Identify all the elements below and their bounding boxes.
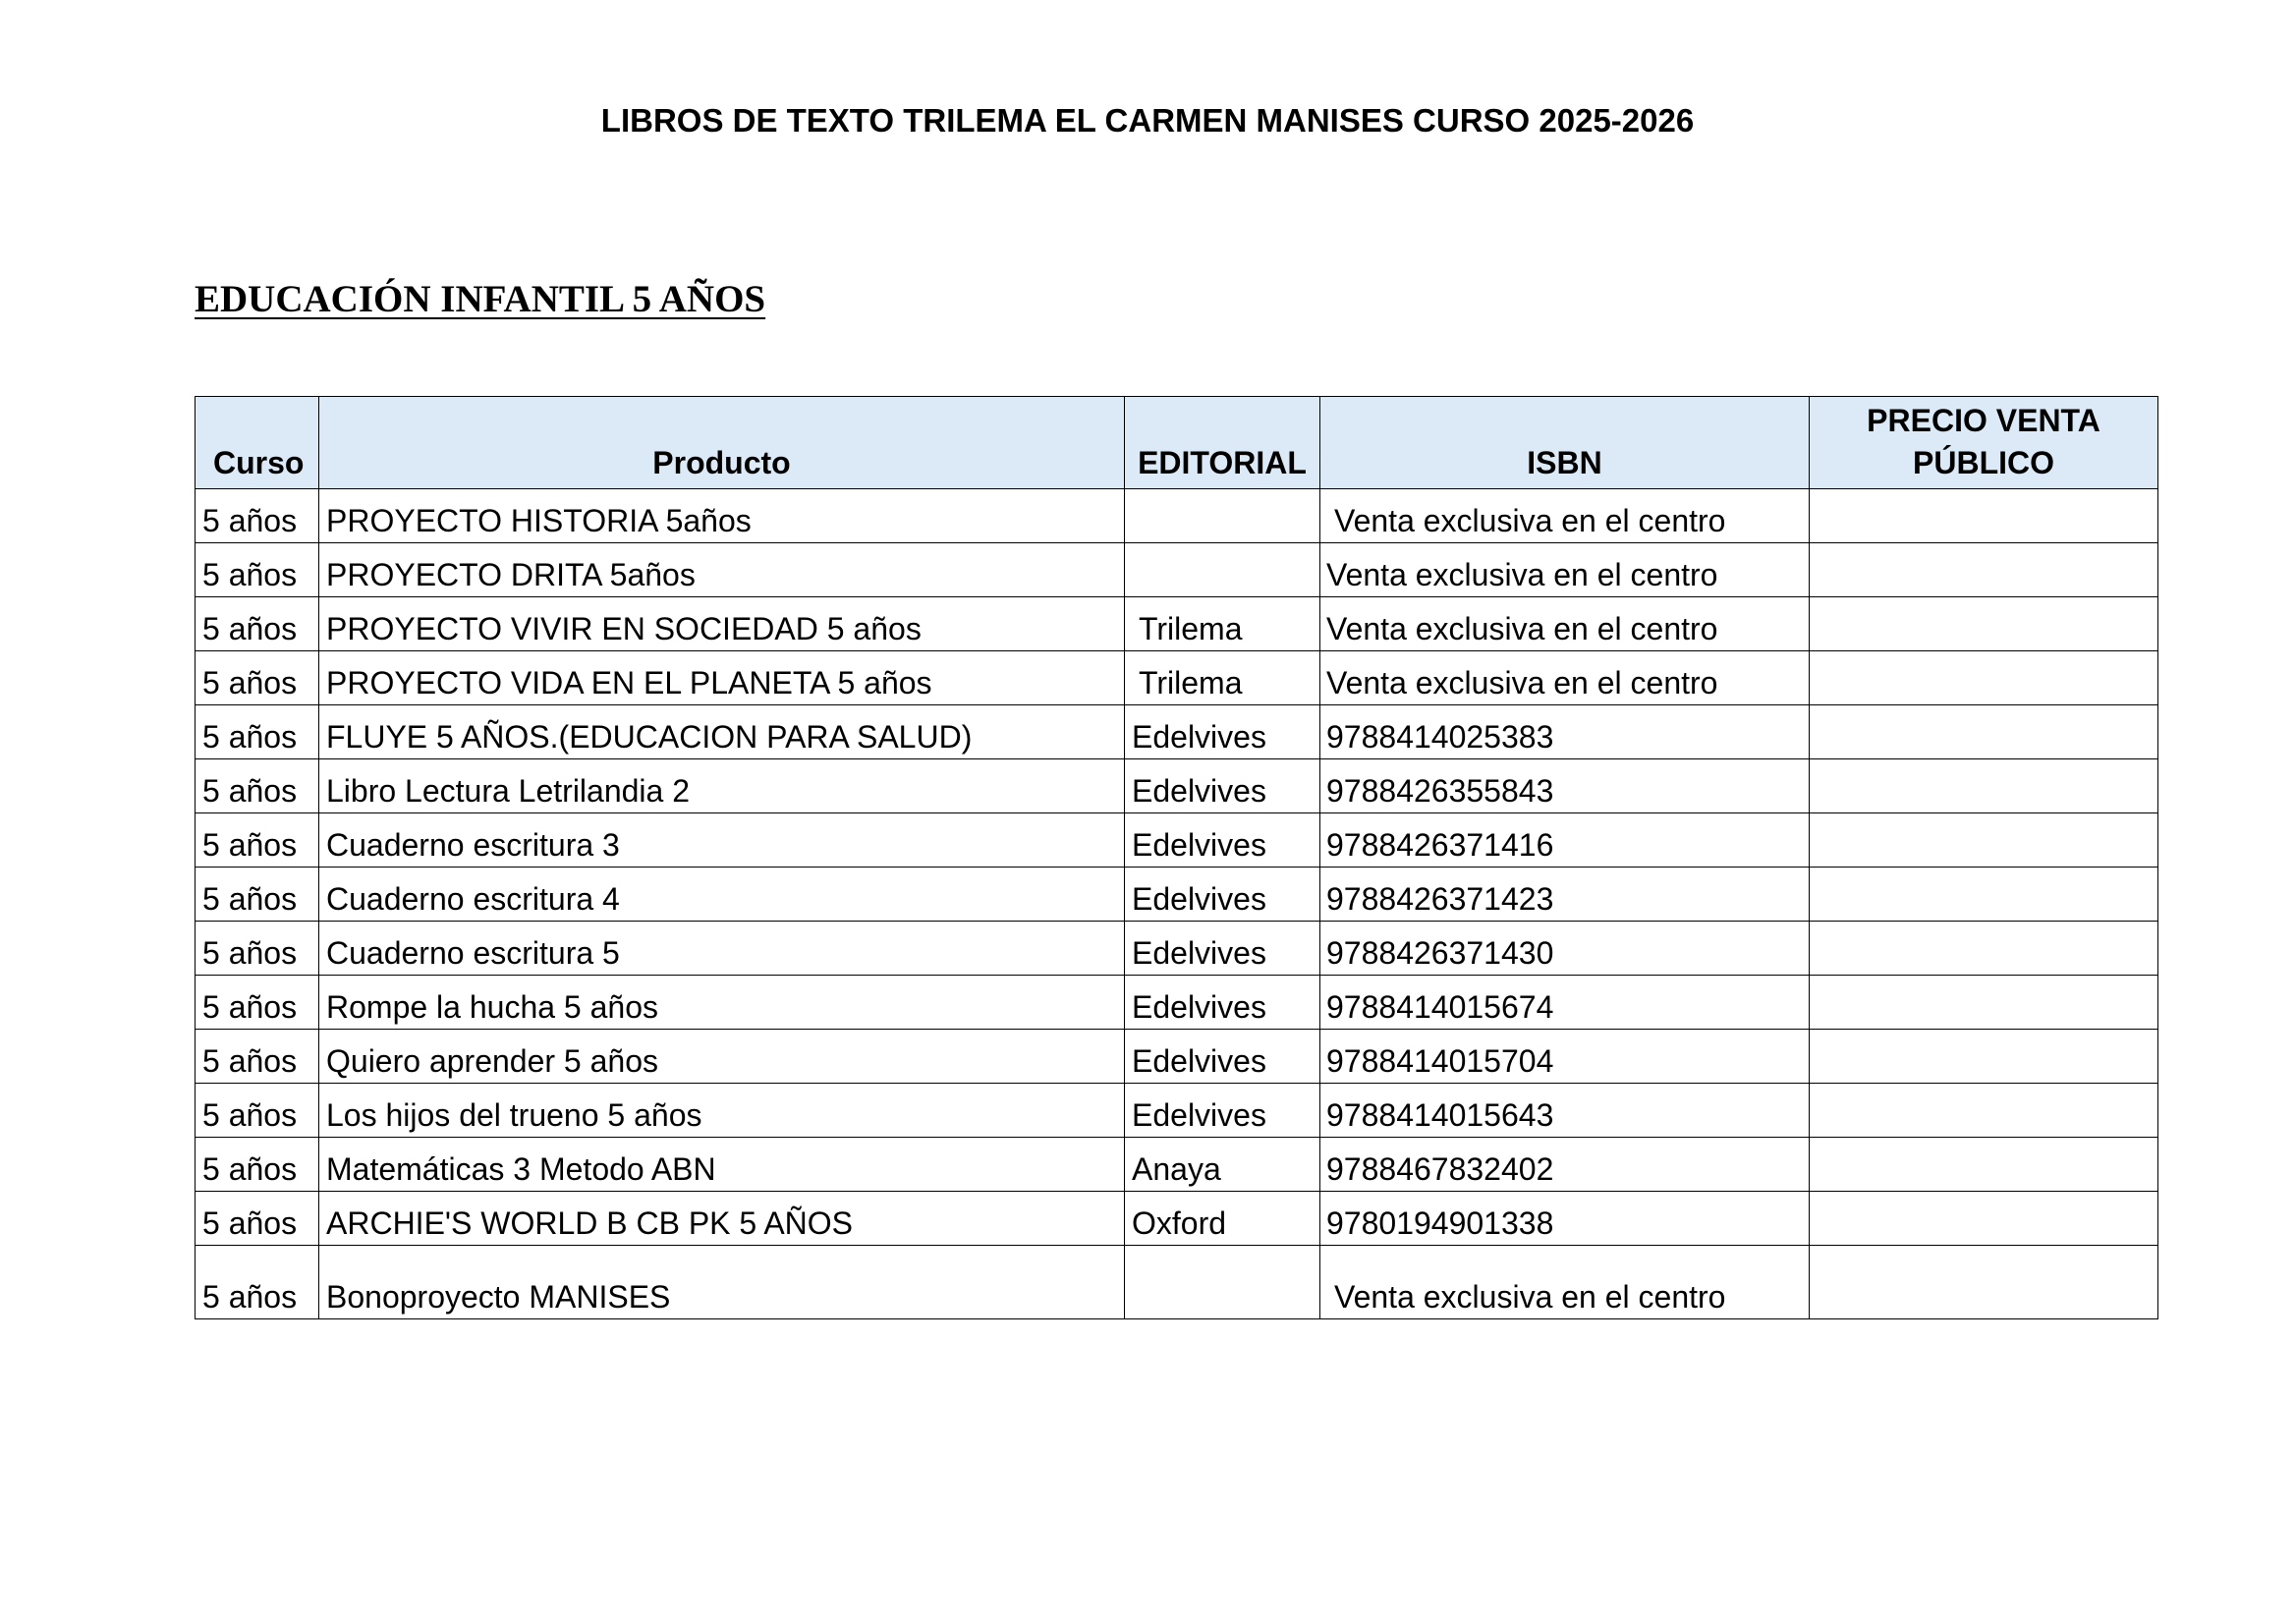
table-row	[196, 868, 2158, 922]
cell-producto: PROYECTO HISTORIA 5años	[319, 489, 1125, 543]
cell-curso: 5 años	[196, 651, 319, 705]
cell-curso: 5 años	[196, 1246, 319, 1319]
cell-isbn: Venta exclusiva en el centro	[1320, 651, 1810, 705]
cell-curso: 5 años	[196, 489, 319, 543]
cell-curso: 5 años	[196, 1138, 319, 1192]
table-row	[196, 543, 2158, 597]
cell-producto: Cuaderno escritura 5	[319, 922, 1125, 976]
cell-precio	[1810, 1138, 2158, 1192]
cell-producto: Cuaderno escritura 3	[319, 813, 1125, 868]
table-row	[196, 1192, 2158, 1246]
table-row	[196, 1030, 2158, 1084]
cell-producto: Matemáticas 3 Metodo ABN	[319, 1138, 1125, 1192]
cell-curso: 5 años	[196, 597, 319, 651]
cell-producto: ARCHIE'S WORLD B CB PK 5 AÑOS	[319, 1192, 1125, 1246]
cell-editorial: Anaya	[1125, 1138, 1320, 1192]
textbook-table	[195, 396, 2158, 1319]
table-row	[196, 813, 2158, 868]
cell-editorial	[1125, 489, 1320, 543]
cell-curso: 5 años	[196, 868, 319, 922]
cell-editorial: Edelvives	[1125, 1084, 1320, 1138]
cell-editorial: Trilema	[1125, 651, 1320, 705]
cell-producto: Los hijos del trueno 5 años	[319, 1084, 1125, 1138]
cell-precio	[1810, 922, 2158, 976]
column-header-isbn: ISBN	[1320, 397, 1810, 489]
cell-isbn: 9788426355843	[1320, 759, 1810, 813]
cell-precio	[1810, 597, 2158, 651]
table-row	[196, 597, 2158, 651]
table-header	[196, 397, 2158, 489]
cell-precio	[1810, 1246, 2158, 1319]
cell-precio	[1810, 759, 2158, 813]
cell-producto: PROYECTO VIVIR EN SOCIEDAD 5 años	[319, 597, 1125, 651]
cell-producto: FLUYE 5 AÑOS.(EDUCACION PARA SALUD)	[319, 705, 1125, 759]
cell-curso: 5 años	[196, 813, 319, 868]
cell-editorial: Edelvives	[1125, 759, 1320, 813]
table-row	[196, 489, 2158, 543]
cell-editorial: Edelvives	[1125, 1030, 1320, 1084]
cell-isbn: 9788426371430	[1320, 922, 1810, 976]
cell-isbn: Venta exclusiva en el centro	[1320, 489, 1810, 543]
cell-curso: 5 años	[196, 705, 319, 759]
cell-isbn: 9788414015674	[1320, 976, 1810, 1030]
cell-precio	[1810, 1192, 2158, 1246]
cell-producto: Libro Lectura Letrilandia 2	[319, 759, 1125, 813]
cell-precio	[1810, 1030, 2158, 1084]
cell-editorial: Edelvives	[1125, 976, 1320, 1030]
table-row	[196, 1138, 2158, 1192]
table-body	[196, 489, 2158, 1319]
column-header-editorial: EDITORIAL	[1125, 397, 1320, 489]
cell-precio	[1810, 813, 2158, 868]
table-row	[196, 976, 2158, 1030]
table-row	[196, 705, 2158, 759]
cell-isbn: 9788414025383	[1320, 705, 1810, 759]
cell-isbn: 9788426371416	[1320, 813, 1810, 868]
cell-producto: PROYECTO DRITA 5años	[319, 543, 1125, 597]
document-title: LIBROS DE TEXTO TRILEMA EL CARMEN MANISES CURSO 2025-2026	[600, 102, 1695, 139]
cell-precio	[1810, 1084, 2158, 1138]
cell-editorial	[1125, 1246, 1320, 1319]
cell-producto: Quiero aprender 5 años	[319, 1030, 1125, 1084]
cell-editorial: Oxford	[1125, 1192, 1320, 1246]
cell-producto: Rompe la hucha 5 años	[319, 976, 1125, 1030]
cell-curso: 5 años	[196, 759, 319, 813]
section-title: EDUCACIÓN INFANTIL 5 AÑOS	[195, 278, 766, 320]
cell-precio	[1810, 976, 2158, 1030]
header-row	[196, 397, 2158, 489]
cell-precio	[1810, 705, 2158, 759]
cell-editorial: Trilema	[1125, 597, 1320, 651]
table-row	[196, 922, 2158, 976]
cell-curso: 5 años	[196, 1030, 319, 1084]
cell-isbn: 9788414015704	[1320, 1030, 1810, 1084]
cell-precio	[1810, 543, 2158, 597]
cell-curso: 5 años	[196, 922, 319, 976]
cell-curso: 5 años	[196, 1084, 319, 1138]
cell-editorial	[1125, 543, 1320, 597]
cell-curso: 5 años	[196, 1192, 319, 1246]
cell-precio	[1810, 489, 2158, 543]
cell-producto: Bonoproyecto MANISES	[319, 1246, 1125, 1319]
cell-editorial: Edelvives	[1125, 705, 1320, 759]
cell-isbn: Venta exclusiva en el centro	[1320, 543, 1810, 597]
column-header-producto: Producto	[319, 397, 1125, 489]
cell-editorial: Edelvives	[1125, 868, 1320, 922]
table-row	[196, 651, 2158, 705]
cell-isbn: Venta exclusiva en el centro	[1320, 597, 1810, 651]
cell-producto: PROYECTO VIDA EN EL PLANETA 5 años	[319, 651, 1125, 705]
column-header-curso: Curso	[196, 397, 319, 489]
cell-editorial: Edelvives	[1125, 813, 1320, 868]
cell-precio	[1810, 651, 2158, 705]
cell-producto: Cuaderno escritura 4	[319, 868, 1125, 922]
cell-isbn: 9788414015643	[1320, 1084, 1810, 1138]
table-row	[196, 1246, 2158, 1319]
table-row	[196, 1084, 2158, 1138]
cell-curso: 5 años	[196, 976, 319, 1030]
cell-isbn: 9780194901338	[1320, 1192, 1810, 1246]
cell-isbn: 9788426371423	[1320, 868, 1810, 922]
cell-precio	[1810, 868, 2158, 922]
table-row	[196, 759, 2158, 813]
column-header-precio: PRECIO VENTA PÚBLICO	[1810, 397, 2158, 489]
cell-isbn: Venta exclusiva en el centro	[1320, 1246, 1810, 1319]
cell-curso: 5 años	[196, 543, 319, 597]
cell-editorial: Edelvives	[1125, 922, 1320, 976]
cell-isbn: 9788467832402	[1320, 1138, 1810, 1192]
